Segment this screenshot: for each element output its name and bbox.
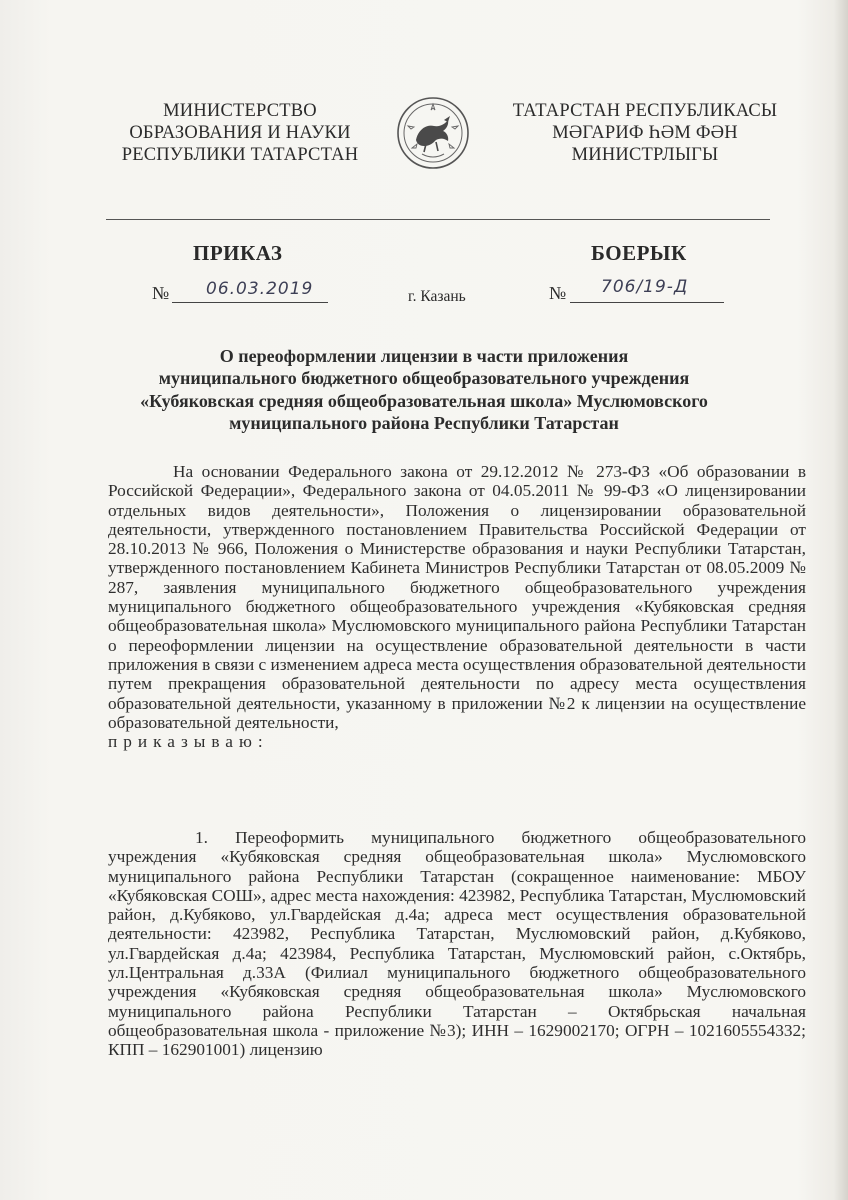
doc-type-russian: ПРИКАЗ [193, 241, 283, 265]
handwritten-date: 06.03.2019 [206, 279, 314, 299]
ministry-name-tatar [500, 100, 790, 166]
header-right-line-2: МӘГАРИФ ҺӘМ ФӘН [552, 123, 738, 143]
faint-page-mark [690, 1163, 736, 1173]
header-left-line-3: РЕСПУБЛИКИ ТАТАРСТАН [121, 145, 359, 165]
preamble-paragraph [108, 462, 806, 751]
order-number-sign: № [549, 283, 567, 303]
number-underline [570, 302, 724, 303]
handwritten-order-number: 706/19-Д [601, 277, 689, 297]
doc-type-tatar: БОЕРЫК [591, 241, 687, 265]
ministry-name-russian [100, 100, 380, 166]
header-right-line-1: ТАТАРСТАН РЕСПУБЛИКАСЫ [512, 101, 778, 121]
tatarstan-emblem-icon [396, 96, 470, 170]
title-line-2: муниципального бюджетного общеобразовательного учреждения [158, 368, 690, 389]
title-line-3: «Кубяковская средняя общеобразовательная школа» Муслюмовского [140, 390, 708, 411]
header-left-line-1: МИНИСТЕРСТВО [163, 101, 317, 121]
header-left-line-2: ОБРАЗОВАНИЯ И НАУКИ [129, 123, 351, 143]
title-line-4: муниципального района Республики Татарстан [229, 412, 619, 433]
order-title [110, 345, 738, 434]
city-label: г. Казань [408, 288, 466, 305]
page-edge-shadow [834, 0, 848, 1200]
date-number-sign: № [152, 283, 170, 303]
clause-1-paragraph: 1. Переоформить муниципального бюджетного общеобразовательного учреждения «Кубяковская средняя общеобразовательная школа» Муслюмовского муниципального района Республики Татарстан (сокращенное наименование: МБОУ «Кубяковская СОШ», адрес места нахождения: 423982, Республика Татарстан, Муслюмовский район, д.Кубяково, ул.Гвардейская д.4а; адреса мест осуществления образовательной деятельности: 423982, Республика Татарстан, Муслюмовский район, д.Кубяково, ул.Гвардейская д.4а; 423984, Республика Татарстан, Муслюмовский район, с.Октябрь, ул.Центральная д.33А (Филиал муниципального бюджетного общеобразовательного учреждения «Кубяковская средняя общеобразовательная школа» Муслюмовского муниципального района Республики Татарстан – Октябрьская начальная общеобразовательная школа - приложение №3); ИНН – 1629002170; ОГРН – 1021605554332; КПП – 162901001) лицензию [108, 828, 806, 1060]
header-right-line-3: МИНИСТРЛЫГЫ [571, 145, 719, 165]
header-divider [106, 219, 770, 220]
title-line-1: О переоформлении лицензии в части приложения [219, 346, 629, 366]
order-word: приказываю: [108, 732, 269, 752]
preamble-text: На основании Федерального закона от 29.12.2012 № 273-ФЗ «Об образовании в Российской Федерации», Федерального закона от 04.05.2011 № 99-ФЗ «О лицензировании отдельных видов деятельности», Положения о лицензировании образовательной деятельности, утвержденного постановлением Правительства Российской Федерации от 28.10.2013 № 966, Положения о Министерстве образования и науки Республики Татарстан, утвержденного постановлением Кабинета Министров Республики Татарстан от 08.05.2009 № 287, заявления муниципального бюджетного общеобразовательного учреждения муниципального бюджетного общеобразовательного учреждения «Кубяковская средняя общеобразовательная школа» Муслюмовского муниципального района Республики Татарстан о переоформлении лицензии на осуществление образовательной деятельности в части приложения в связи с изменением адреса места осуществления образовательной деятельности путем прекращения образовательной деятельности по адресу места осуществления образовательной деятельности, указанному в приложении №2 к лицензии на осуществление образовательной деятельности, [108, 462, 807, 732]
date-underline [172, 302, 328, 303]
